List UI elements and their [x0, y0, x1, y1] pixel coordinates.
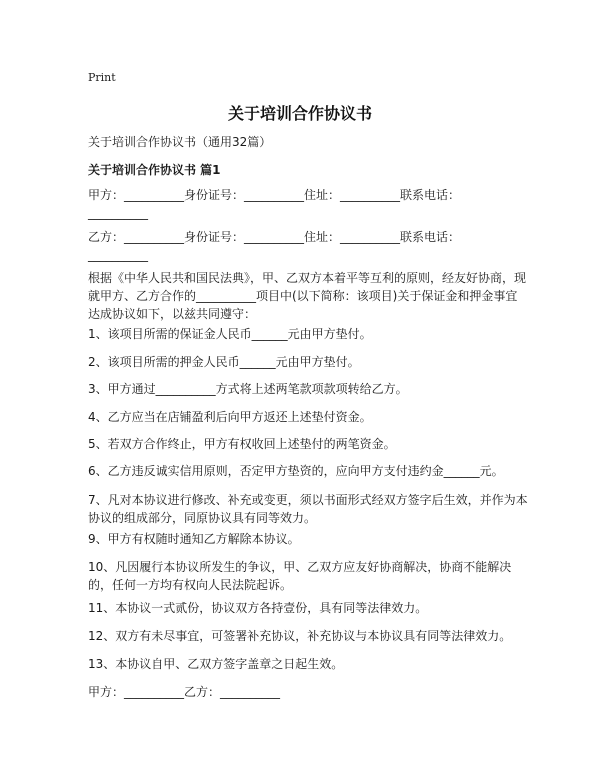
party-a-line: 甲方：__________身份证号：__________住址：__________联系电话： __________	[88, 188, 461, 220]
clause-10: 10、凡因履行本协议所发生的争议，甲、乙双方应友好协商解决，协商不能解决的，任何一方均有权向人民法院起诉。	[88, 560, 512, 592]
clause-3: 3、甲方通过__________方式将上述两笔款项款项转给乙方。	[88, 382, 408, 396]
clause-12: 12、双方有未尽事宜，可签署补充协议，补充协议与本协议具有同等法律效力。	[88, 629, 512, 643]
clause-13: 13、本协议自甲、乙双方签字盖章之日起生效。	[88, 657, 344, 671]
clause-6: 6、乙方违反诚实信用原则，否定甲方垫资的，应向甲方支付违约金______元。	[88, 464, 504, 478]
intro-paragraph: 根据《中华人民共和国民法典》，甲、乙双方本着平等互利的原则，经友好协商，现就甲方、乙方合作的__________项目中(以下简称：该项目)关于保证金和押金事宜达成协议如下，以兹共同遵守：	[88, 271, 527, 321]
document-title: 关于培训合作协议书	[227, 104, 372, 123]
section-heading: 关于培训合作协议书 篇1	[88, 163, 221, 177]
clause-4: 4、乙方应当在店铺盈利后向甲方返还上述垫付资金。	[88, 410, 372, 424]
print-link[interactable]: Print	[88, 71, 116, 84]
clause-11: 11、本协议一式贰份，协议双方各持壹份，具有同等法律效力。	[88, 601, 428, 615]
clause-1: 1、该项目所需的保证金人民币______元由甲方垫付。	[88, 327, 372, 341]
clause-5: 5、若双方合作终止，甲方有权收回上述垫付的两笔资金。	[88, 437, 396, 451]
clause-2: 2、该项目所需的押金人民币______元由甲方垫付。	[88, 355, 360, 369]
document-subtitle: 关于培训合作协议书（通用32篇）	[88, 135, 272, 149]
signature-line: 甲方：__________乙方：__________	[88, 685, 281, 699]
clause-9: 9、甲方有权随时通知乙方解除本协议。	[88, 532, 300, 546]
clause-7: 7、凡对本协议进行修改、补充或变更，须以书面形式经双方签字后生效，并作为本协议的组成部分，同原协议具有同等效力。	[88, 493, 528, 525]
party-b-line: 乙方：__________身份证号：__________住址：__________联系电话： __________	[88, 230, 461, 262]
